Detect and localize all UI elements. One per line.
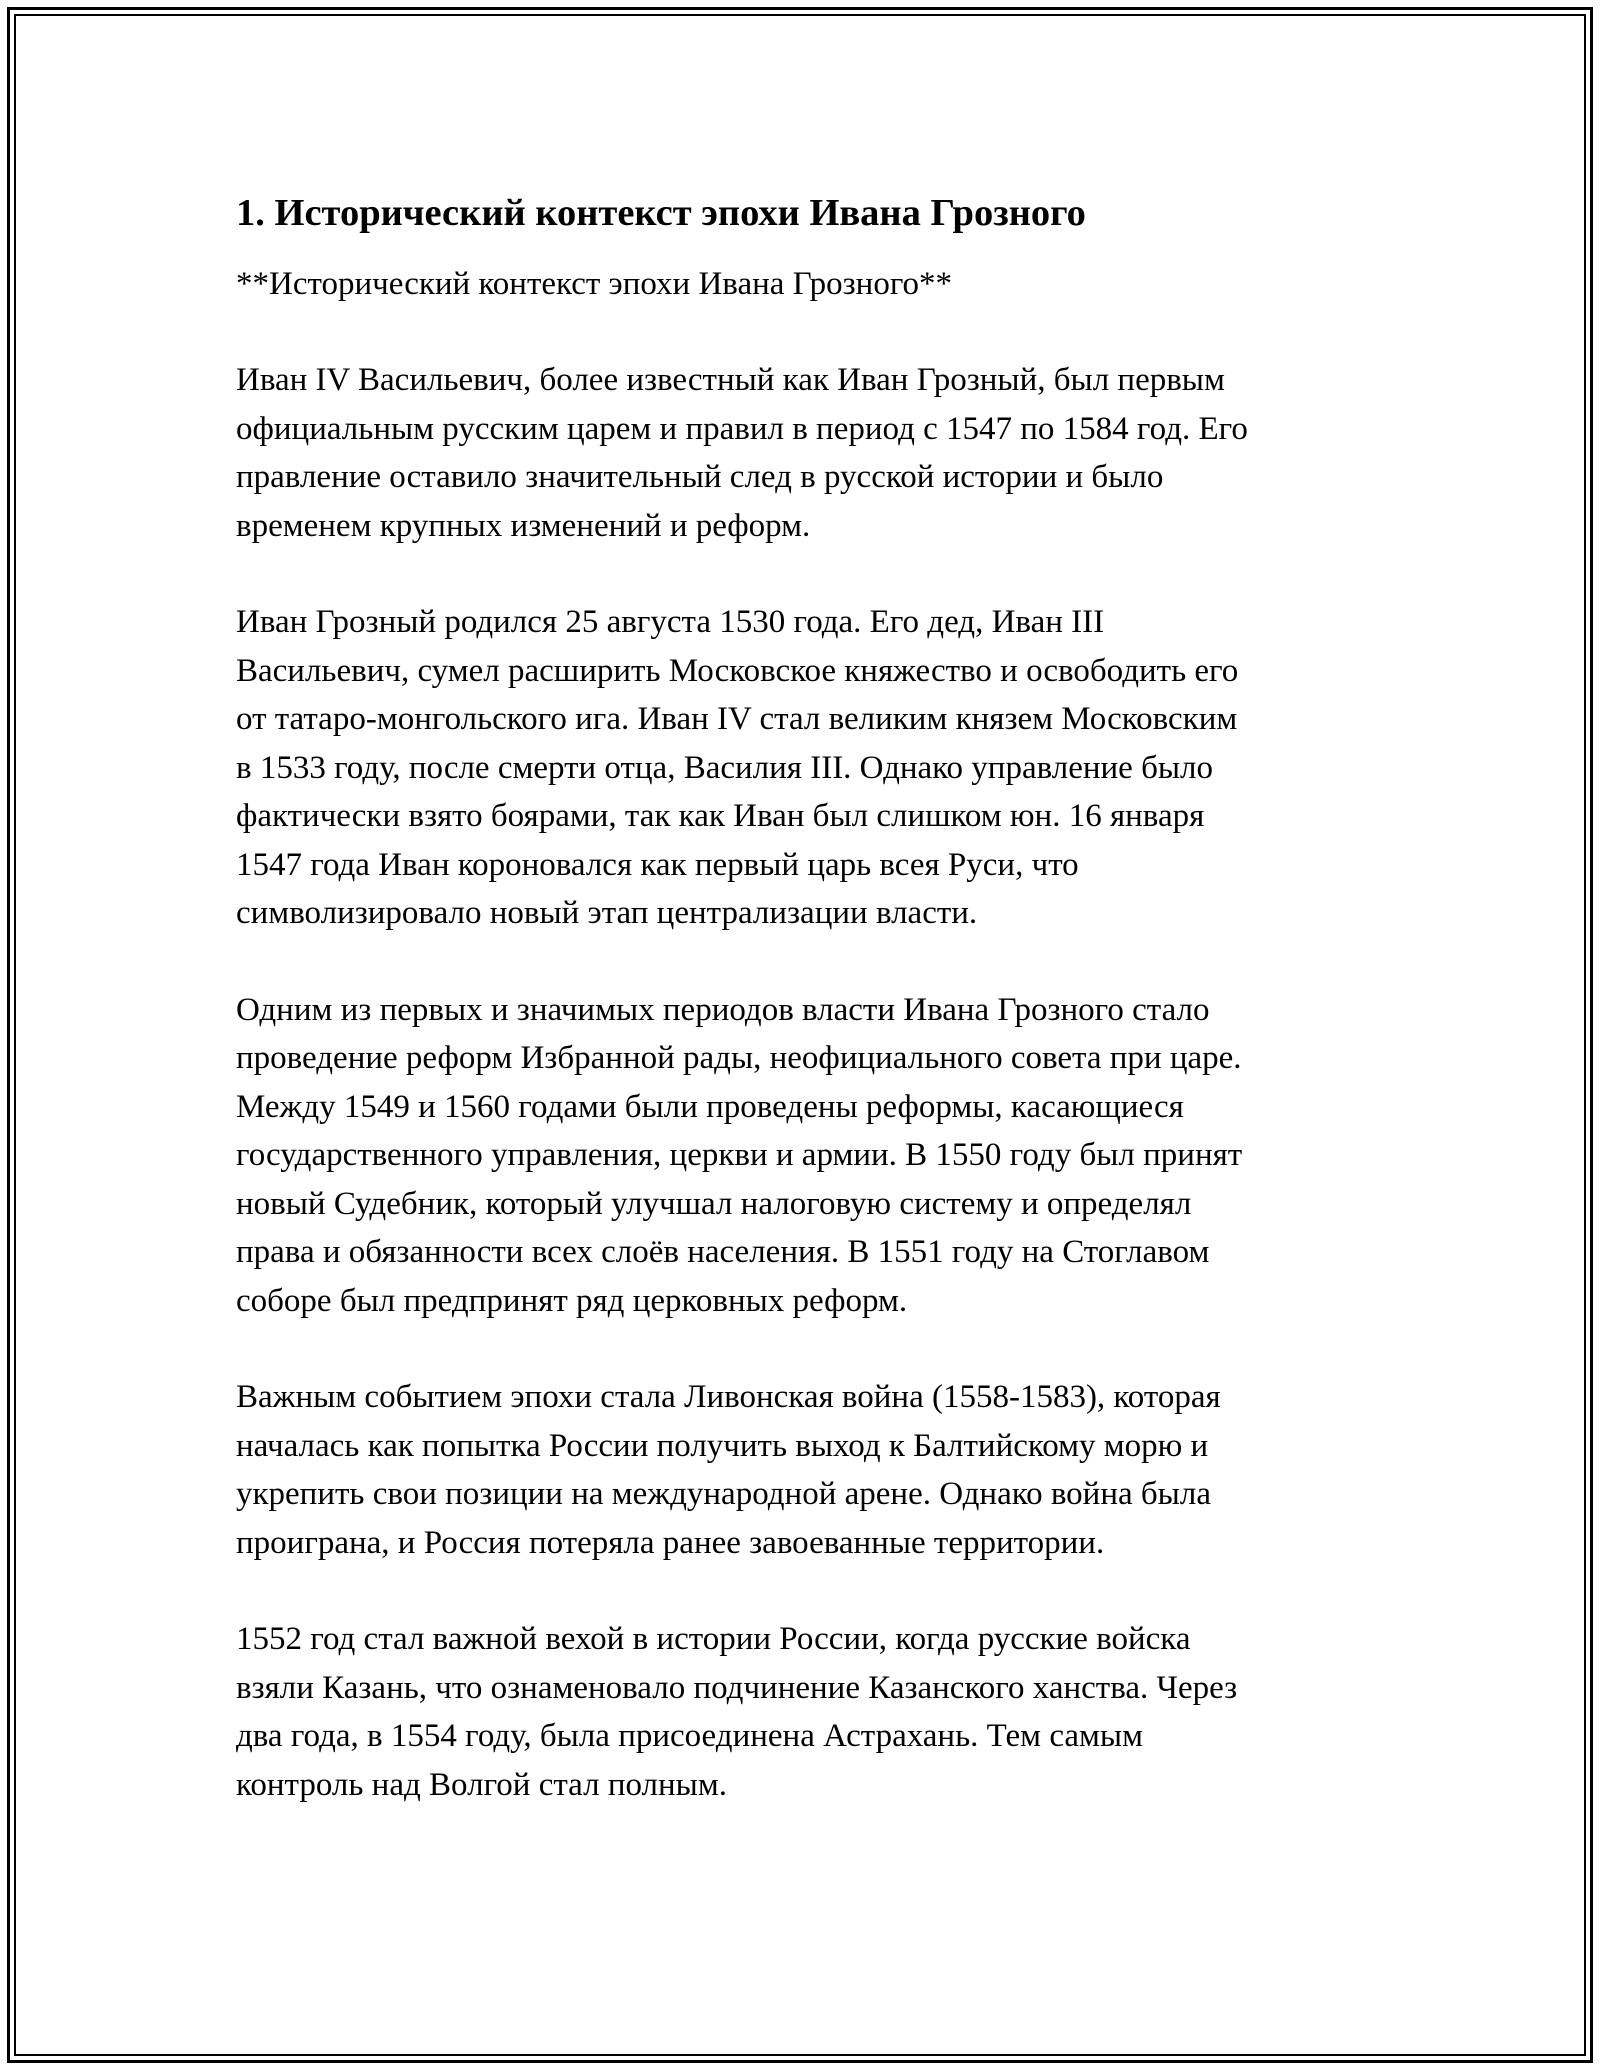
paragraph-line: укрепить свои позиции на международной арене. Однако война была <box>236 1476 1211 1512</box>
paragraph-line: Между 1549 и 1560 годами были проведены реформы, касающиеся <box>236 1088 1184 1125</box>
paragraph-line: 1547 года Иван короновался как первый царь всея Руси, что <box>236 846 1079 883</box>
paragraph-line: Одним из первых и значимых периодов власти Ивана Грозного стало <box>236 991 1210 1028</box>
paragraph-line: контроль над Волгой стал полным. <box>236 1766 727 1803</box>
body-paragraph <box>236 986 1376 1326</box>
paragraph-line: в 1533 году, после смерти отца, Василия III. Однако управление было <box>236 749 1213 786</box>
paragraph-line: Иван Грозный родился 25 августа 1530 года. Его дед, Иван III <box>236 604 1105 640</box>
section-heading: 1. Исторический контекст эпохи Ивана Грозного <box>236 192 1086 234</box>
body-paragraph <box>236 1373 1376 1567</box>
body-paragraph <box>236 356 1376 550</box>
paragraph-line: началась как попытка России получить выход к Балтийскому морю и <box>236 1427 1209 1464</box>
document-body <box>236 186 1376 1809</box>
paragraph-line: Васильевич, сумел расширить Московское княжество и освободить его <box>236 652 1239 689</box>
body-paragraph <box>236 1615 1376 1809</box>
paragraph-line: проиграна, и Россия потеряла ранее завоеванные территории. <box>236 1524 1105 1561</box>
paragraph-line: правление оставило значительный след в русской истории и было <box>236 459 1164 495</box>
body-paragraph <box>236 598 1376 938</box>
paragraph-line: проведение реформ Избранной рады, неофициального совета при царе. <box>236 1040 1242 1076</box>
paragraph-line: от татаро-монгольского ига. Иван IV стал великим князем Московским <box>236 701 1238 737</box>
paragraph-list <box>236 356 1376 1809</box>
paragraph-line: государственного управления, церкви и армии. В 1550 году был принят <box>236 1137 1243 1173</box>
section-subtitle: **Исторический контекст эпохи Ивана Грозного** <box>236 266 953 302</box>
paragraph-line: официальным русским царем и правил в период с 1547 по 1584 год. Его <box>236 410 1248 447</box>
paragraph-line: взяли Казань, что ознаменовало подчинение Казанского ханства. Через <box>236 1669 1238 1706</box>
paragraph-line: символизировало новый этап централизации власти. <box>236 895 978 931</box>
paragraph-line: фактически взято боярами, так как Иван был слишком юн. 16 января <box>236 798 1205 834</box>
paragraph-line: соборе был предпринят ряд церковных реформ. <box>236 1282 908 1319</box>
paragraph-line: два года, в 1554 году, была присоединена Астрахань. Тем самым <box>236 1718 1143 1754</box>
paragraph-line: 1552 год стал важной вехой в истории России, когда русские войска <box>236 1621 1191 1657</box>
paragraph-line: права и обязанности всех слоёв населения. В 1551 году на Стоглавом <box>236 1234 1210 1270</box>
paragraph-line: новый Судебник, который улучшал налоговую систему и определял <box>236 1185 1192 1222</box>
paragraph-line: временем крупных изменений и реформ. <box>236 507 811 544</box>
paragraph-line: Иван IV Васильевич, более известный как Иван Грозный, был первым <box>236 362 1225 398</box>
paragraph-line: Важным событием эпохи стала Ливонская война (1558-1583), которая <box>236 1379 1221 1415</box>
